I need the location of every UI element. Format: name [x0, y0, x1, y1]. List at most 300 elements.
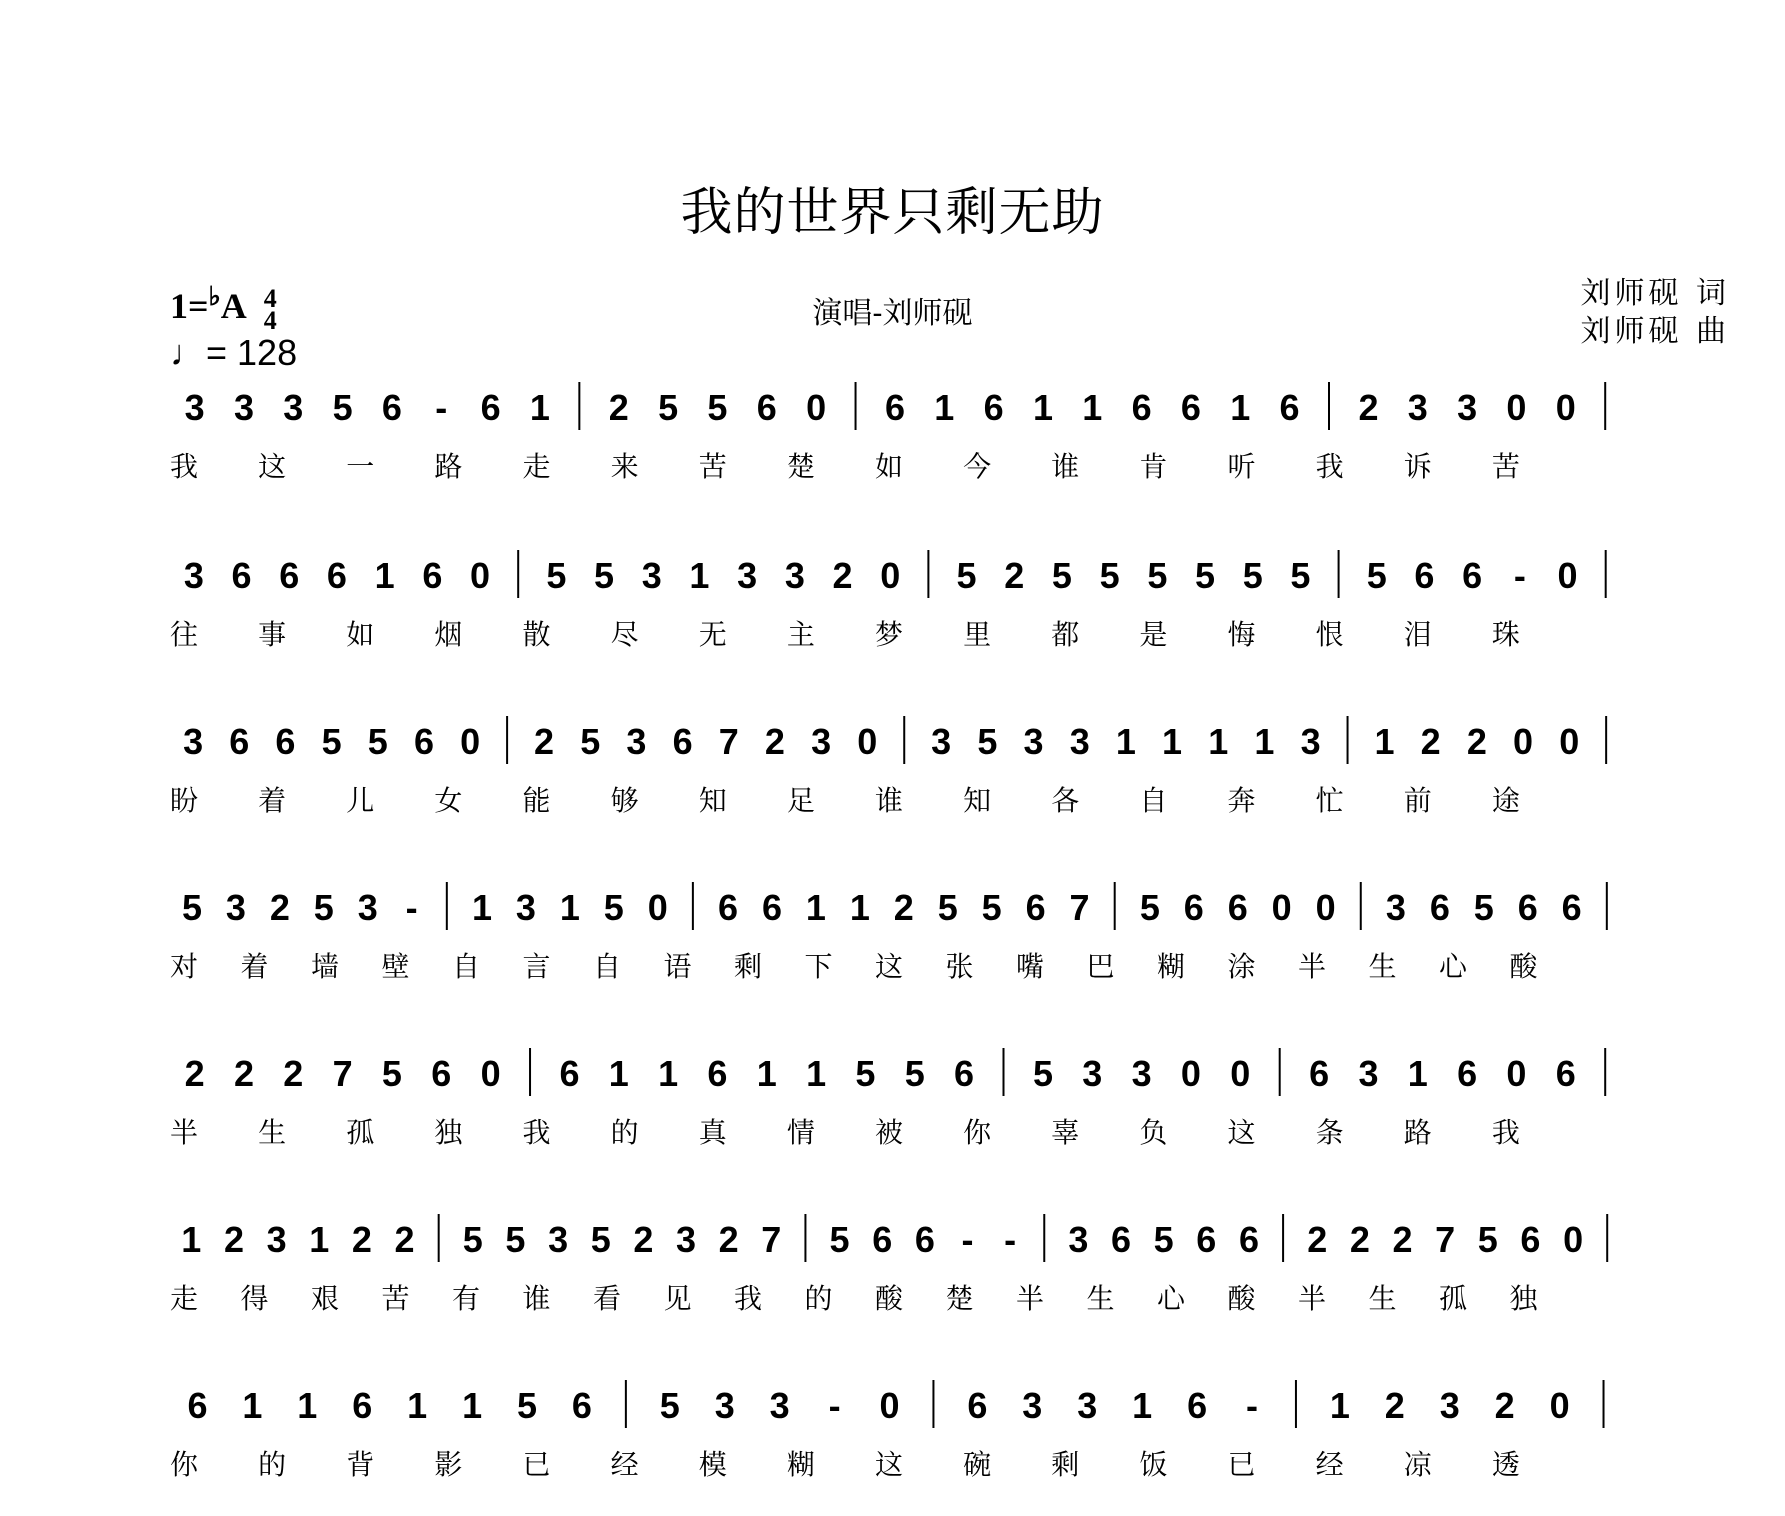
lyric-char: 前: [1403, 784, 1432, 817]
lyric-char: 路: [1403, 1116, 1432, 1149]
lyric-char: 一: [346, 450, 375, 483]
singer-credit: 演唱-刘师砚: [812, 296, 973, 331]
note: 2: [233, 1053, 254, 1094]
lyric-char: 言: [522, 950, 551, 983]
lyric-char: 经: [1315, 1448, 1344, 1481]
lyric-char: 我: [734, 1282, 763, 1315]
note: 6: [756, 387, 777, 428]
lyric-char: 模: [698, 1448, 727, 1481]
note: 0: [1555, 387, 1576, 428]
note: 7: [1069, 887, 1090, 928]
lyric-char: 自: [452, 950, 481, 983]
lyric-char: 生: [1368, 950, 1397, 983]
note: 5: [1366, 555, 1387, 596]
note: 6: [1238, 1219, 1259, 1260]
lyric-char: 生: [1368, 1282, 1397, 1315]
lyric-char: 半: [1298, 1282, 1327, 1315]
lyric-char: 谁: [522, 1282, 551, 1315]
composer-credit: 刘师砚 曲: [1580, 314, 1730, 349]
note: 0: [1557, 555, 1578, 596]
flat-sign: ♭: [208, 282, 221, 311]
note: 5: [1051, 555, 1072, 596]
lyric-char: 你: [963, 1116, 992, 1149]
lyric-char: 酸: [875, 1282, 904, 1315]
lyric-char: 生: [1086, 1282, 1115, 1315]
lyric-char: 见: [663, 1282, 692, 1315]
lyric-char: 你: [170, 1448, 199, 1481]
note: 5: [937, 887, 958, 928]
key-prefix: 1=: [170, 286, 209, 326]
lyric-char: 都: [1051, 618, 1080, 651]
note: 1: [1374, 721, 1395, 762]
lyric-char: 知: [963, 784, 992, 817]
lyric-char: 负: [1139, 1116, 1168, 1149]
note: 1: [658, 1053, 679, 1094]
note: 3: [183, 721, 204, 762]
note: 5: [462, 1219, 483, 1260]
note: 5: [977, 721, 998, 762]
lyric-char: 如: [875, 450, 904, 483]
lyric-char: 张: [945, 950, 974, 983]
note: 1: [1407, 1053, 1428, 1094]
note: 3: [283, 387, 304, 428]
note: 6: [326, 555, 347, 596]
note: 3: [1068, 1219, 1089, 1260]
lyric-char: 是: [1139, 618, 1168, 651]
lyric-char: 今: [963, 450, 992, 483]
lyric-char: 无: [698, 618, 727, 651]
lyric-char: 足: [786, 784, 815, 817]
note: 5: [594, 555, 615, 596]
lyric-char: 走: [170, 1282, 199, 1315]
note: 3: [548, 1219, 569, 1260]
note: 7: [761, 1219, 782, 1260]
note: 2: [269, 887, 290, 928]
note: 5: [313, 887, 334, 928]
lyric-char: 尽: [610, 618, 639, 651]
lyric-char: 的: [258, 1448, 287, 1481]
note: 6: [1183, 887, 1204, 928]
note: 3: [714, 1385, 735, 1426]
lyric-char: 这: [875, 950, 904, 983]
note: 2: [283, 1053, 304, 1094]
lyric-char: 自: [593, 950, 622, 983]
lyric-char: 如: [346, 618, 375, 651]
note: 6: [1555, 1053, 1576, 1094]
note: 3: [1300, 721, 1321, 762]
note: 1: [1254, 721, 1275, 762]
note: 6: [707, 1053, 728, 1094]
lyric-char: 孤: [1439, 1282, 1468, 1315]
note: 1: [297, 1385, 318, 1426]
note: 6: [872, 1219, 893, 1260]
lyric-char: 有: [452, 1282, 481, 1315]
note: 1: [309, 1219, 330, 1260]
note: 2: [608, 387, 629, 428]
note: 6: [559, 1053, 580, 1094]
note: 0: [1506, 387, 1527, 428]
lyric-char: 剩: [1051, 1448, 1080, 1481]
note: 5: [1195, 555, 1216, 596]
note: 6: [1520, 1219, 1541, 1260]
note: 0: [806, 387, 827, 428]
note: 5: [1032, 1053, 1053, 1094]
note: 1: [559, 887, 580, 928]
note: 3: [515, 887, 536, 928]
note: 5: [904, 1053, 925, 1094]
quarter-note-icon: ♩: [170, 332, 206, 373]
note: 7: [1435, 1219, 1456, 1260]
note: 5: [855, 1053, 876, 1094]
note: 3: [1407, 387, 1428, 428]
note: 6: [1131, 387, 1152, 428]
note: 3: [233, 387, 254, 428]
note: 2: [893, 887, 914, 928]
note: 1: [806, 1053, 827, 1094]
note: 6: [718, 887, 739, 928]
note: 5: [1153, 1219, 1174, 1260]
note: 6: [422, 555, 443, 596]
note: 1: [462, 1385, 483, 1426]
lyric-char: 真: [698, 1116, 727, 1149]
lyric-char: 这: [1227, 1116, 1256, 1149]
note: 3: [769, 1385, 790, 1426]
note: 6: [1111, 1219, 1132, 1260]
note: 5: [505, 1219, 526, 1260]
note: 5: [603, 887, 624, 928]
note: 5: [321, 721, 342, 762]
note: 6: [967, 1385, 988, 1426]
note: 1: [407, 1385, 428, 1426]
lyric-char: 梦: [875, 618, 904, 651]
note: 2: [633, 1219, 654, 1260]
lyric-char: 已: [1227, 1448, 1256, 1481]
lyric-char: 主: [786, 618, 815, 651]
note: 3: [784, 555, 805, 596]
note: -: [435, 387, 448, 428]
lyric-char: 情: [786, 1116, 815, 1149]
lyric-char: 这: [875, 1448, 904, 1481]
note: 6: [1457, 1053, 1478, 1094]
lyric-char: 酸: [1509, 950, 1538, 983]
note: 1: [1162, 721, 1183, 762]
note: 6: [1517, 887, 1538, 928]
note: 6: [431, 1053, 452, 1094]
note: 1: [1132, 1385, 1153, 1426]
lyric-char: 独: [434, 1116, 463, 1149]
note: 0: [879, 1385, 900, 1426]
note: 3: [266, 1219, 287, 1260]
note: 6: [1279, 387, 1300, 428]
lyric-char: 凉: [1403, 1448, 1432, 1481]
note: 5: [658, 387, 679, 428]
note: 1: [471, 887, 492, 928]
lyric-char: 饭: [1139, 1448, 1168, 1481]
note: 3: [357, 887, 378, 928]
note: 0: [1271, 887, 1292, 928]
note: 2: [1358, 387, 1379, 428]
note: 6: [983, 387, 1004, 428]
note: 5: [580, 721, 601, 762]
lyric-char: 肯: [1139, 450, 1168, 483]
note: 0: [460, 721, 481, 762]
note: 2: [1466, 721, 1487, 762]
note: 3: [1082, 1053, 1103, 1094]
note: 0: [1563, 1219, 1584, 1260]
lyric-char: 着: [240, 950, 269, 983]
lyric-char: 下: [804, 950, 833, 983]
note: 6: [761, 887, 782, 928]
note: 6: [672, 721, 693, 762]
note: -: [828, 1385, 841, 1426]
note: 2: [223, 1219, 244, 1260]
note: 5: [1099, 555, 1120, 596]
note: 0: [857, 721, 878, 762]
lyric-char: 忙: [1315, 784, 1344, 817]
note: 3: [1131, 1053, 1152, 1094]
note: 6: [352, 1385, 373, 1426]
note: 2: [1420, 721, 1441, 762]
lyric-char: 我: [522, 1116, 551, 1149]
lyric-char: 涂: [1227, 950, 1256, 983]
note: 3: [184, 387, 205, 428]
lyric-char: 诉: [1403, 450, 1432, 483]
lyric-char: 悔: [1227, 618, 1256, 651]
note: 1: [849, 887, 870, 928]
note: 0: [1513, 721, 1534, 762]
note: 6: [1227, 887, 1248, 928]
lyric-char: 奔: [1227, 784, 1256, 817]
note: 6: [1414, 555, 1435, 596]
lyric-char: 苦: [698, 450, 727, 483]
note: 0: [480, 1053, 501, 1094]
note: 2: [832, 555, 853, 596]
lyric-char: 嘴: [1016, 950, 1045, 983]
lyric-char: 泪: [1403, 618, 1432, 651]
lyric-char: 知: [698, 784, 727, 817]
note: 5: [332, 387, 353, 428]
lyric-char: 走: [522, 450, 551, 483]
note: 3: [931, 721, 952, 762]
note: 1: [934, 387, 955, 428]
note: 7: [718, 721, 739, 762]
lyric-char: 谁: [1051, 450, 1080, 483]
lyric-char: 生: [258, 1116, 287, 1149]
time-top: 4: [263, 283, 277, 313]
lyric-char: 散: [522, 618, 551, 651]
note: 1: [805, 887, 826, 928]
lyric-char: 心: [1439, 950, 1468, 983]
note: -: [1004, 1219, 1017, 1260]
lyric-char: 语: [663, 950, 692, 983]
lyric-char: 恨: [1315, 618, 1344, 651]
lyric-char: 能: [522, 784, 551, 817]
note: 3: [1069, 721, 1090, 762]
note: 2: [534, 721, 555, 762]
note: 3: [1385, 887, 1406, 928]
note: 6: [954, 1053, 975, 1094]
lyric-char: 着: [258, 784, 287, 817]
note: 6: [279, 555, 300, 596]
note: 0: [1506, 1053, 1527, 1094]
note: 5: [1139, 887, 1160, 928]
lyric-char: 辜: [1051, 1116, 1080, 1149]
note: 3: [737, 555, 758, 596]
note: 6: [1561, 887, 1582, 928]
tempo-value: = 128: [206, 332, 298, 373]
lyric-char: 烟: [434, 618, 463, 651]
note: 3: [676, 1219, 697, 1260]
note: 3: [1077, 1385, 1098, 1426]
note: 1: [756, 1053, 777, 1094]
note: 5: [1477, 1219, 1498, 1260]
note: -: [405, 887, 418, 928]
lyric-char: 对: [170, 950, 199, 983]
lyric-char: 儿: [346, 784, 375, 817]
note: 6: [1196, 1219, 1217, 1260]
lyric-char: 我: [170, 450, 199, 483]
note: 5: [590, 1219, 611, 1260]
note: 2: [1384, 1385, 1405, 1426]
note: 3: [1358, 1053, 1379, 1094]
lyric-char: 的: [610, 1116, 639, 1149]
note: 6: [229, 721, 250, 762]
note: 1: [374, 555, 395, 596]
note: -: [961, 1219, 974, 1260]
note: 2: [1494, 1385, 1515, 1426]
note: 5: [956, 555, 977, 596]
note: 1: [1329, 1385, 1350, 1426]
note: 2: [1307, 1219, 1328, 1260]
note: 1: [1082, 387, 1103, 428]
lyric-char: 独: [1509, 1282, 1538, 1315]
lyric-char: 糊: [1157, 950, 1186, 983]
lyric-char: 心: [1157, 1282, 1186, 1315]
note: 6: [413, 721, 434, 762]
note: 3: [183, 555, 204, 596]
note: 5: [1242, 555, 1263, 596]
lyric-char: 珠: [1491, 618, 1520, 651]
note: 3: [1022, 1385, 1043, 1426]
note: 0: [470, 555, 491, 596]
note: 5: [707, 387, 728, 428]
note: 3: [225, 887, 246, 928]
lyric-char: 够: [610, 784, 639, 817]
lyric-char: 盼: [170, 784, 199, 817]
lyric-char: 剩: [734, 950, 763, 983]
note: 6: [1025, 887, 1046, 928]
lyric-char: 各: [1051, 784, 1080, 817]
note: 3: [811, 721, 832, 762]
lyric-char: 孤: [346, 1116, 375, 1149]
lyric-char: 事: [258, 618, 287, 651]
note: 6: [231, 555, 252, 596]
lyric-char: 墙: [311, 950, 340, 983]
note: 2: [351, 1219, 372, 1260]
note: -: [1513, 555, 1526, 596]
lyric-char: 已: [522, 1448, 551, 1481]
lyric-char: 条: [1315, 1116, 1344, 1149]
lyric-char: 得: [240, 1282, 269, 1315]
note: 5: [381, 1053, 402, 1094]
note: 0: [1559, 721, 1580, 762]
score-title: 我的世界只剩无助: [680, 183, 1105, 243]
lyric-char: 我: [1315, 450, 1344, 483]
note: 2: [1004, 555, 1025, 596]
note: 1: [608, 1053, 629, 1094]
note: 2: [394, 1219, 415, 1260]
note: 5: [1473, 887, 1494, 928]
lyric-char: 往: [170, 618, 199, 651]
note: 3: [1023, 721, 1044, 762]
note: -: [1246, 1385, 1259, 1426]
note: 5: [659, 1385, 680, 1426]
note: 2: [1349, 1219, 1370, 1260]
lyric-char: 听: [1227, 450, 1256, 483]
lyric-char: 来: [610, 450, 639, 483]
note: 6: [571, 1385, 592, 1426]
lyric-char: 艰: [311, 1282, 340, 1315]
note: 6: [187, 1385, 208, 1426]
note: 7: [332, 1053, 353, 1094]
lyric-char: 碗: [963, 1448, 992, 1481]
note: 0: [647, 887, 668, 928]
note: 6: [1429, 887, 1450, 928]
note: 5: [516, 1385, 538, 1426]
note: 6: [884, 387, 906, 428]
note: 1: [181, 1219, 202, 1260]
lyric-char: 的: [804, 1282, 833, 1315]
note: 1: [1032, 387, 1053, 428]
note: 5: [829, 1219, 850, 1260]
note: 6: [1462, 555, 1483, 596]
note: 5: [981, 887, 1002, 928]
note: 3: [1457, 387, 1478, 428]
lyric-char: 自: [1139, 784, 1168, 817]
lyric-char: 经: [610, 1448, 639, 1481]
note: 3: [1439, 1385, 1460, 1426]
note: 5: [1290, 555, 1311, 596]
lyric-char: 看: [593, 1282, 622, 1315]
note: 6: [914, 1219, 935, 1260]
time-bottom: 4: [263, 305, 277, 335]
lyric-char: 巴: [1086, 950, 1115, 983]
note: 6: [1180, 387, 1201, 428]
lyric-char: 酸: [1227, 1282, 1256, 1315]
note: 5: [546, 555, 567, 596]
note: 1: [529, 387, 550, 428]
lyric-char: 影: [434, 1448, 463, 1481]
lyric-char: 途: [1491, 784, 1520, 817]
note: 0: [1180, 1053, 1201, 1094]
note: 0: [1315, 887, 1336, 928]
lyricist-credit: 刘师砚 词: [1580, 276, 1730, 311]
note: 0: [880, 555, 901, 596]
note: 6: [1309, 1053, 1330, 1094]
lyric-char: 糊: [786, 1448, 815, 1481]
lyric-char: 半: [1016, 1282, 1045, 1315]
key-note: A: [220, 286, 245, 326]
note: 2: [718, 1219, 739, 1260]
lyric-char: 苦: [1491, 450, 1520, 483]
lyric-char: 楚: [786, 450, 815, 483]
lyric-char: 里: [963, 618, 992, 651]
note: 1: [1208, 721, 1229, 762]
lyric-char: 苦: [381, 1282, 410, 1315]
note: 5: [367, 721, 388, 762]
lyric-char: 谁: [875, 784, 904, 817]
note: 0: [1230, 1053, 1251, 1094]
